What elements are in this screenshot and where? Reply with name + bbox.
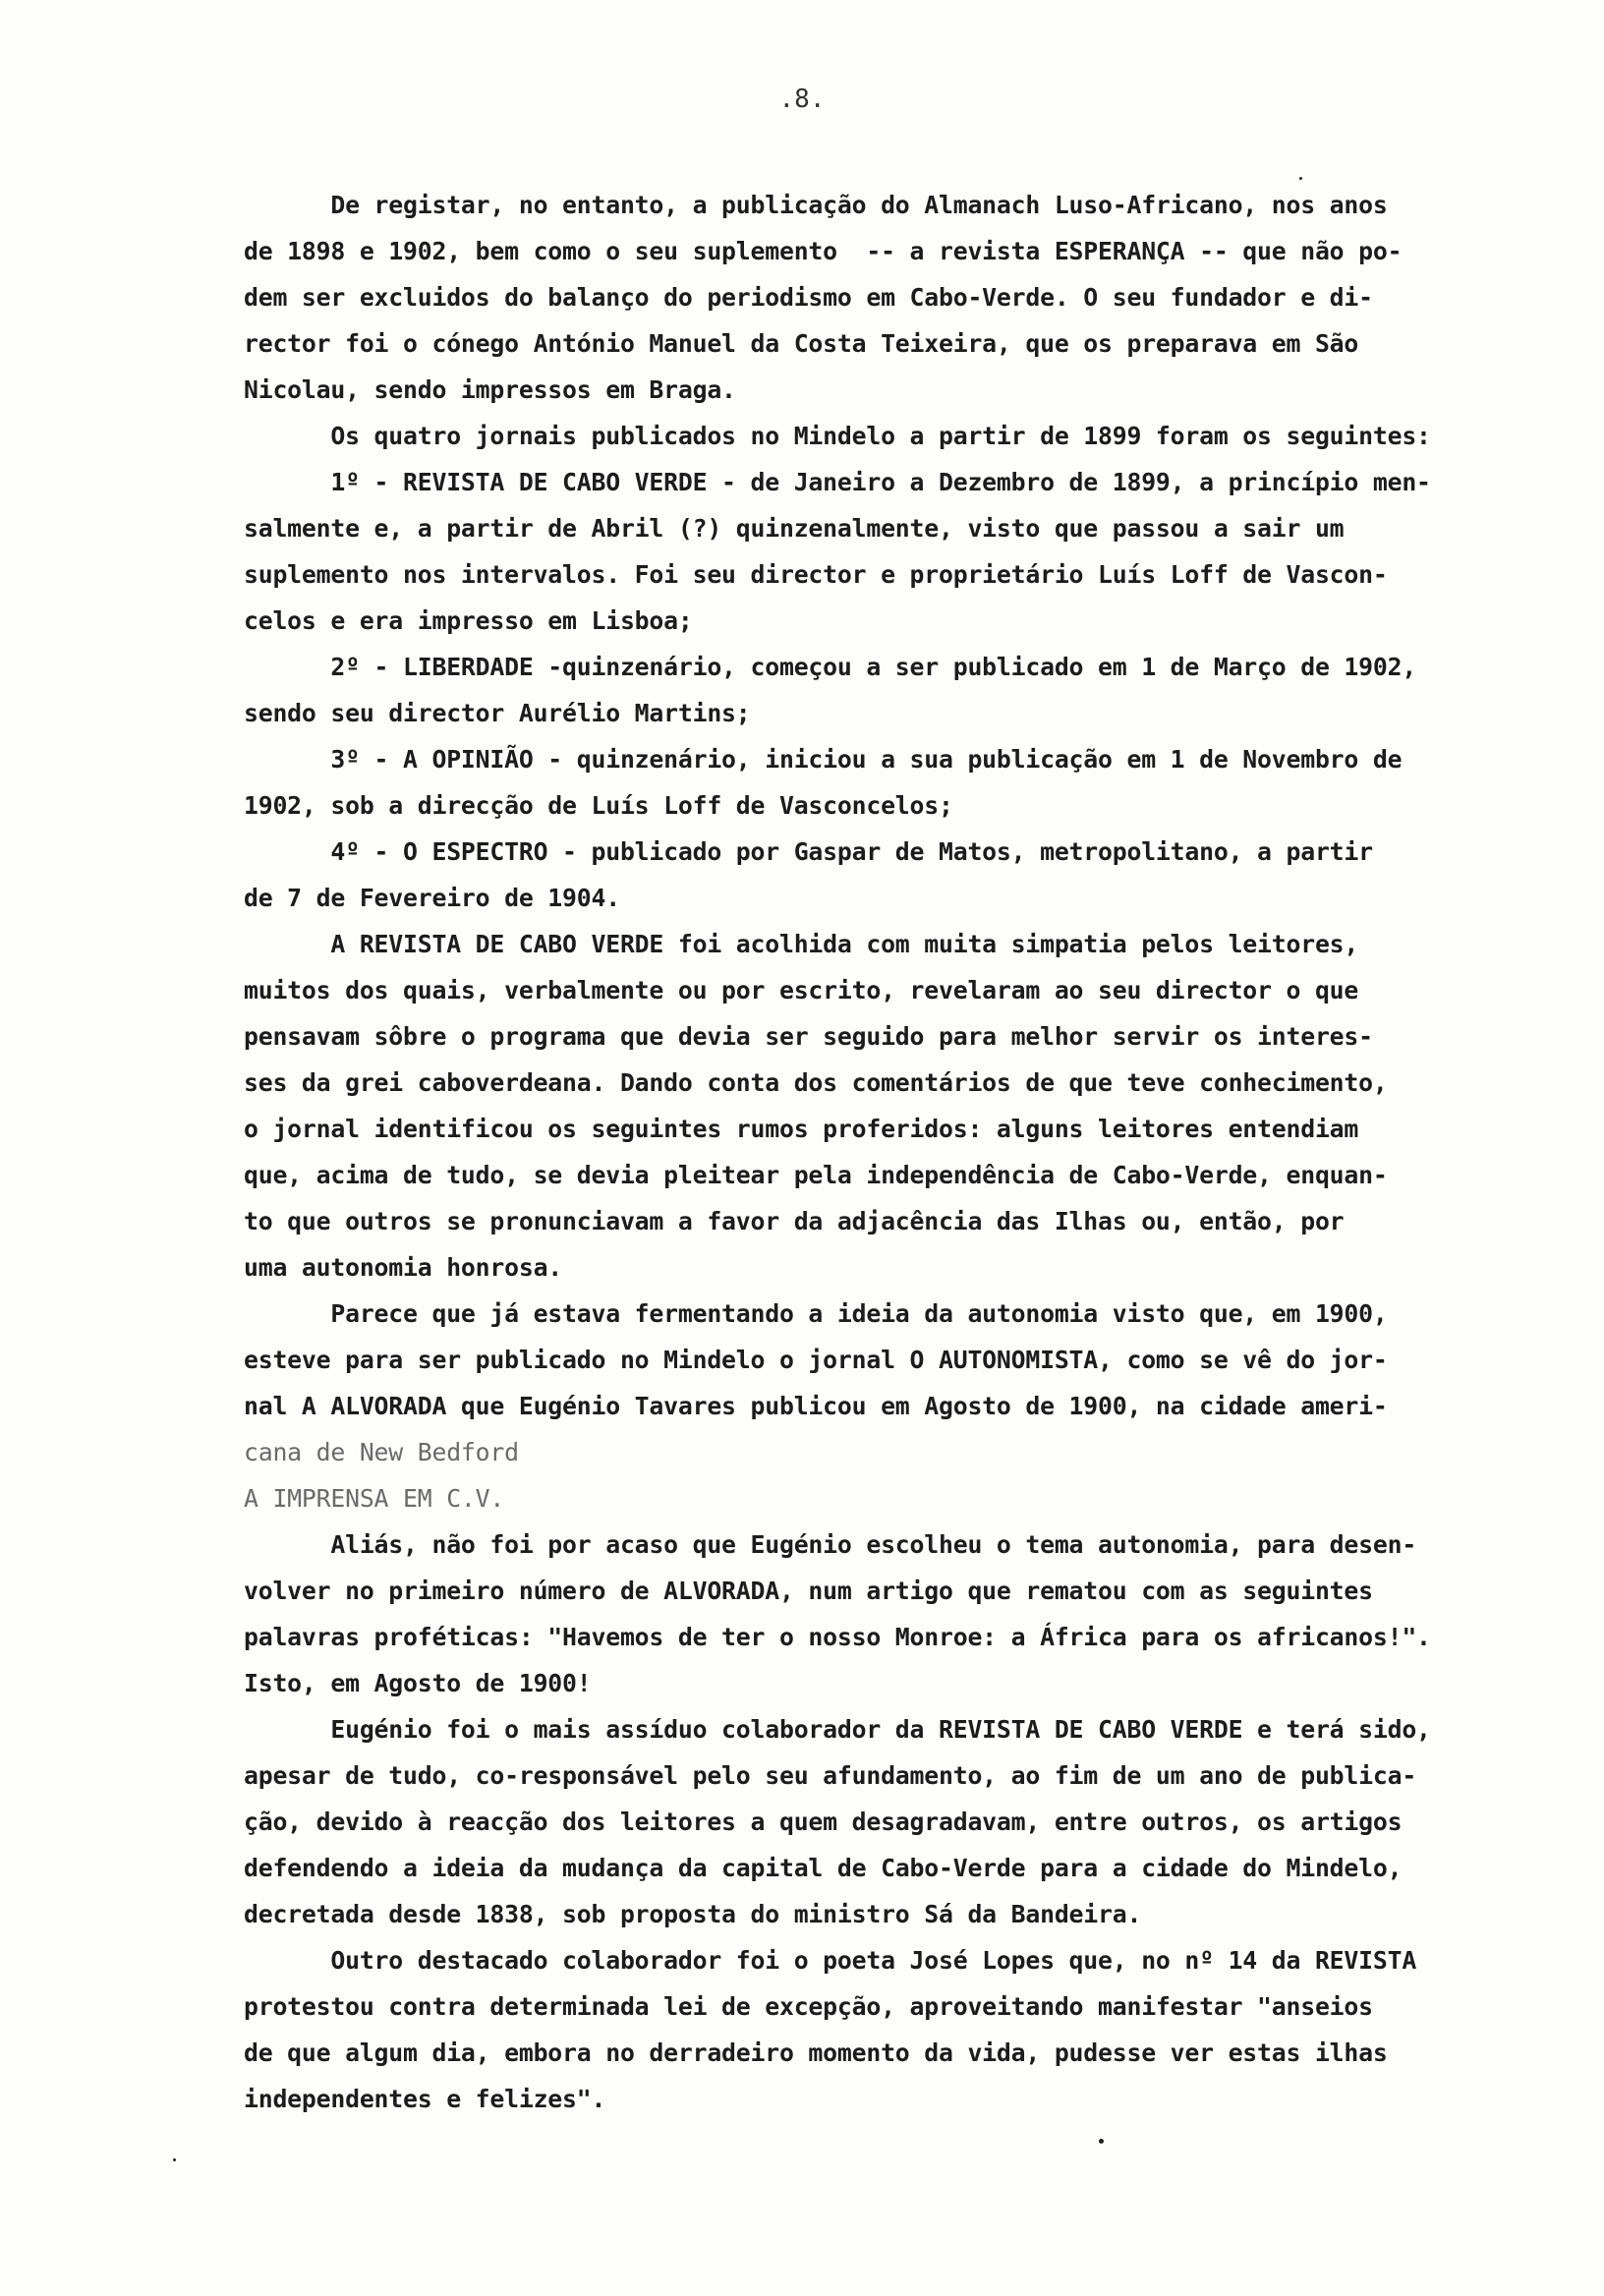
text-line: 3º - A OPINIÃO - quinzenário, iniciou a sua publicação em 1 de Novembro de (244, 745, 1403, 774)
text-line: defendendo a ideia da mudança da capital de Cabo-Verde para a cidade do Mindelo, (244, 1854, 1403, 1882)
text-line: 1902, sob a direcção de Luís Loff de Vasconcelos; (244, 791, 953, 820)
scan-speck (1299, 177, 1302, 180)
text-line: Os quatro jornais publicados no Mindelo a partir de 1899 foram os seguintes: (244, 422, 1431, 450)
text-line: volver no primeiro número de ALVORADA, num artigo que rematou com as seguintes (244, 1577, 1373, 1605)
text-line: esteve para ser publicado no Mindelo o jornal O AUTONOMISTA, como se vê do jor- (244, 1346, 1388, 1374)
text-line: apesar de tudo, co-responsável pelo seu afundamento, ao fim de um ano de publica- (244, 1761, 1417, 1790)
text-line: 4º - O ESPECTRO - publicado por Gaspar de Matos, metropolitano, a partir (244, 837, 1373, 866)
text-line: muitos dos quais, verbalmente ou por escrito, revelaram ao seu director o que (244, 976, 1359, 1004)
text-line: rector foi o cónego António Manuel da Costa Teixeira, que os preparava em São (244, 329, 1359, 358)
text-line: palavras proféticas: "Havemos de ter o nosso Monroe: a África para os africanos!". (244, 1623, 1431, 1651)
scan-speck (173, 2158, 176, 2161)
text-line: suplemento nos intervalos. Foi seu director e proprietário Luís Loff de Vascon- (244, 560, 1388, 589)
text-line: Isto, em Agosto de 1900! (244, 1669, 592, 1697)
text-line: Parece que já estava fermentando a ideia da autonomia visto que, em 1900, (244, 1299, 1388, 1328)
document-body (244, 182, 1580, 2122)
text-line: Aliás, não foi por acaso que Eugénio escolheu o tema autonomia, para desen- (244, 1530, 1417, 1559)
text-line: 1º - REVISTA DE CABO VERDE - de Janeiro a Dezembro de 1899, a princípio men- (244, 468, 1431, 496)
text-line: sendo seu director Aurélio Martins; (244, 699, 751, 727)
text-line: De registar, no entanto, a publicação do Almanach Luso-Africano, nos anos (244, 191, 1388, 219)
text-line: o jornal identificou os seguintes rumos proferidos: alguns leitores entendiam (244, 1115, 1359, 1143)
text-line: celos e era impresso em Lisboa; (244, 606, 693, 635)
text-line: de que algum dia, embora no derradeiro momento da vida, pudesse ver estas ilhas (244, 2038, 1388, 2067)
text-line: Outro destacado colaborador foi o poeta José Lopes que, no nº 14 da REVISTA (244, 1946, 1417, 1975)
text-line: nal A ALVORADA que Eugénio Tavares publicou em Agosto de 1900, na cidade ameri- (244, 1392, 1388, 1420)
text-line: de 7 de Fevereiro de 1904. (244, 884, 620, 912)
text-line: independentes e felizes". (244, 2085, 606, 2113)
text-line: protestou contra determinada lei de excepção, aproveitando manifestar "anseios (244, 1992, 1373, 2021)
text-line: to que outros se pronunciavam a favor da adjacência das Ilhas ou, então, por (244, 1207, 1345, 1235)
text-line: ção, devido à reacção dos leitores a quem desagradavam, entre outros, os artigos (244, 1808, 1403, 1836)
running-header: A IMPRENSA EM C.V. (244, 1484, 505, 1513)
text-line: Nicolau, sendo impressos em Braga. (244, 375, 736, 404)
page-number: .8. (778, 85, 826, 114)
scan-speck (1099, 2139, 1104, 2144)
text-line: A REVISTA DE CABO VERDE foi acolhida com muita simpatia pelos leitores, (244, 930, 1359, 958)
text-line: ses da grei caboverdeana. Dando conta dos comentários de que teve conhecimento, (244, 1068, 1388, 1097)
text-line: Eugénio foi o mais assíduo colaborador da REVISTA DE CABO VERDE e terá sido, (244, 1715, 1431, 1744)
text-line: de 1898 e 1902, bem como o seu suplemento -- a revista ESPERANÇA -- que não po- (244, 237, 1403, 265)
text-line: decretada desde 1838, sob proposta do ministro Sá da Bandeira. (244, 1900, 1142, 1928)
text-line: uma autonomia honrosa. (244, 1253, 563, 1282)
text-line: salmente e, a partir de Abril (?) quinzenalmente, visto que passou a sair um (244, 514, 1345, 543)
text-line: dem ser excluidos do balanço do periodismo em Cabo-Verde. O seu fundador e di- (244, 283, 1373, 312)
text-line: 2º - LIBERDADE -quinzenário, começou a ser publicado em 1 de Março de 1902, (244, 653, 1417, 681)
text-line: que, acima de tudo, se devia pleitear pela independência de Cabo-Verde, enquan- (244, 1161, 1388, 1189)
text-line: pensavam sôbre o programa que devia ser seguido para melhor servir os interes- (244, 1022, 1373, 1051)
text-line-faded: cana de New Bedford (244, 1438, 519, 1466)
